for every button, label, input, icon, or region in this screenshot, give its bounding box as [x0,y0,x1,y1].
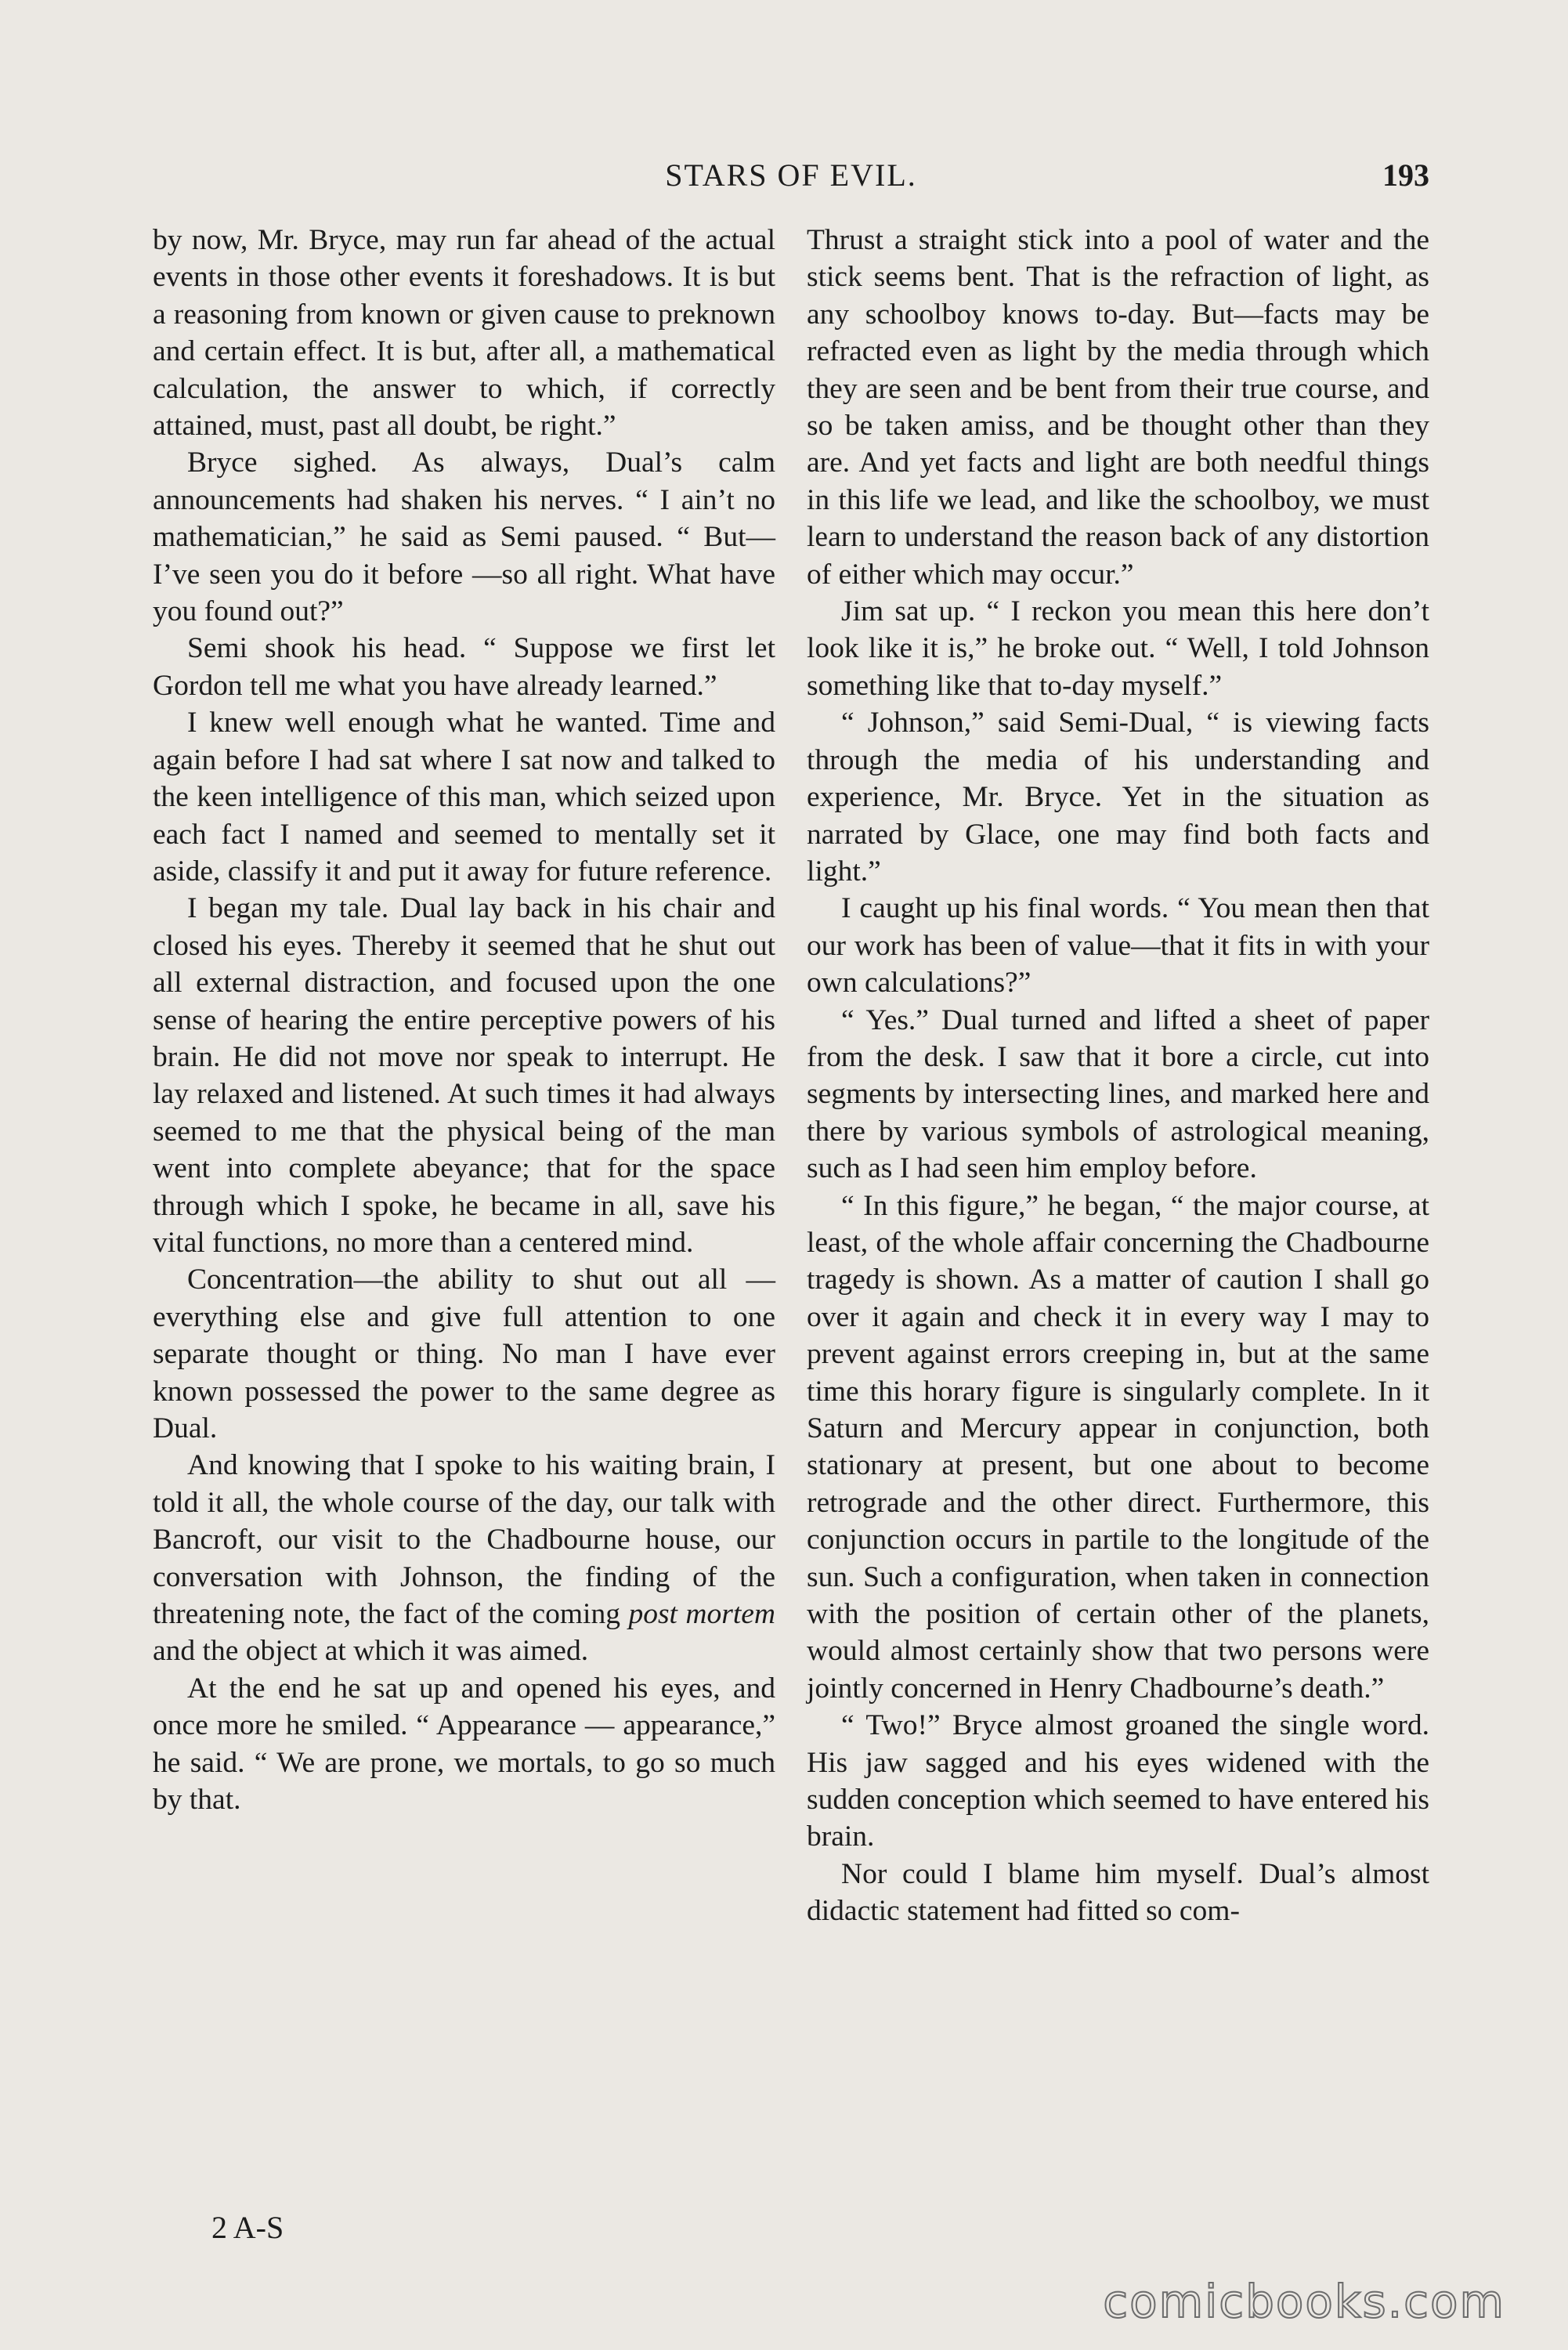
italic-phrase: post mortem [628,1598,775,1631]
paragraph: I caught up his final words. “ You mean then that our work has been of value—that it fits in with your own calculations?” [807,892,1429,1000]
paragraph: Thrust a straight stick into a pool of water and the stick seems bent. That is the refraction of light, as any schoolboy knows to-day. But—facts may be refracted even as light by the media through which they are seen and be bent from their true course, and so be taken amiss, and be thought other than they are. And yet facts and light are both needful things in this life we lead, and like the schoolboy, we must learn to understand the reason back of any distortion of either which may occur.” [807,224,1429,591]
paragraph: “ Yes.” Dual turned and lifted a sheet of paper from the desk. I saw that it bore a circle, cut into segments by intersecting lines, and marked here and there by various symbols of astrological meaning, such as I had seen him employ before. [807,1003,1429,1185]
paragraph: Nor could I blame him myself. Dual’s almost didactic statement had fitted so com- [807,1857,1429,1928]
paragraph-text: and the object at which it was aimed. [153,1635,589,1668]
paragraph: Semi shook his head. “ Suppose we first let Gordon tell me what you have already learned.” [153,632,775,702]
running-title: STARS OF EVIL. [665,157,917,193]
paragraph: Jim sat up. “ I reckon you mean this here don’t look like it is,” he broke out. “ Well, I told Johnson something like that to-day myself.” [807,595,1429,702]
paragraph [153,1447,775,1669]
page-number: 193 [1382,157,1429,193]
left-column [153,222,775,1818]
paragraph-text: And knowing that I spoke to his waiting brain, I told it all, the whole course of the day, our talk with Bancroft, our visit to the Chadbourne house, our conversation with Johnson, the finding of the threatening note, the fact of the coming [153,1449,775,1631]
paragraph: Concentration—the ability to shut out all —everything else and give full attention to one separate thought or thing. No man I have ever known possessed the power to the same degree as Dual. [153,1264,775,1444]
page-header [153,157,1429,204]
watermark: comicbooks.com [1103,2275,1505,2328]
paragraph: I knew well enough what he wanted. Time and again before I had sat where I sat now and talked to the keen intelligence of this man, which seized upon each fact I named and seemed to mentally set it aside, classify it and put it away for future reference. [153,707,775,888]
signature-mark: 2 A-S [211,2210,284,2245]
paragraph: Bryce sighed. As always, Dual’s calm announcements had shaken his nerves. “ I ain’t no mathematician,” he said as Semi paused. “ But—I’ve seen you do it before —so all right. What have you found out?” [153,446,775,628]
paragraph: “ Two!” Bryce almost groaned the single word. His jaw sagged and his eyes widened with the sudden conception which seemed to have entered his brain. [807,1709,1429,1853]
paragraph: “ In this figure,” he began, “ the major course, at least, of the whole affair concerning the Chadbourne tragedy is shown. As a matter of caution I shall go over it again and check it in every way I may to prevent against errors creeping in, but at the same time this horary figure is singularly complete. In it Saturn and Mercury appear in conjunction, both stationary at present, but one about to become retrograde and the other direct. Furthermore, this conjunction occurs in partile to the longitude of the sun. Such a configuration, when taken in connection with the position of certain other of the planets, would almost certainly show that two persons were jointly concerned in Henry Chadbourne’s death.” [807,1189,1429,1705]
paragraph: by now, Mr. Bryce, may run far ahead of the actual events in those other events it foreshadows. It is but a reasoning from known or given cause to preknown and certain effect. It is but, after all, a mathematical calculation, the answer to which, if correctly attained, must, past all doubt, be right.” [153,224,775,443]
right-column [807,222,1429,1930]
paragraph: “ Johnson,” said Semi-Dual, “ is viewing facts through the media of his understanding and experience, Mr. Bryce. Yet in the situation as narrated by Glace, one may find both facts and light.” [807,707,1429,888]
paragraph: At the end he sat up and opened his eyes, and once more he smiled. “ Appearance — appearance,” he said. “ We are prone, we mortals, to go so much by that. [153,1672,775,1817]
paragraph: I began my tale. Dual lay back in his chair and closed his eyes. Thereby it seemed that he shut out all external distraction, and focused upon the one sense of hearing the entire perceptive powers of his brain. He did not move nor speak to interrupt. He lay relaxed and listened. At such times it had always seemed to me that the physical being of the man went into complete abeyance; that for the space through which I spoke, he became in all, save his vital functions, no more than a centered mind. [153,892,775,1259]
